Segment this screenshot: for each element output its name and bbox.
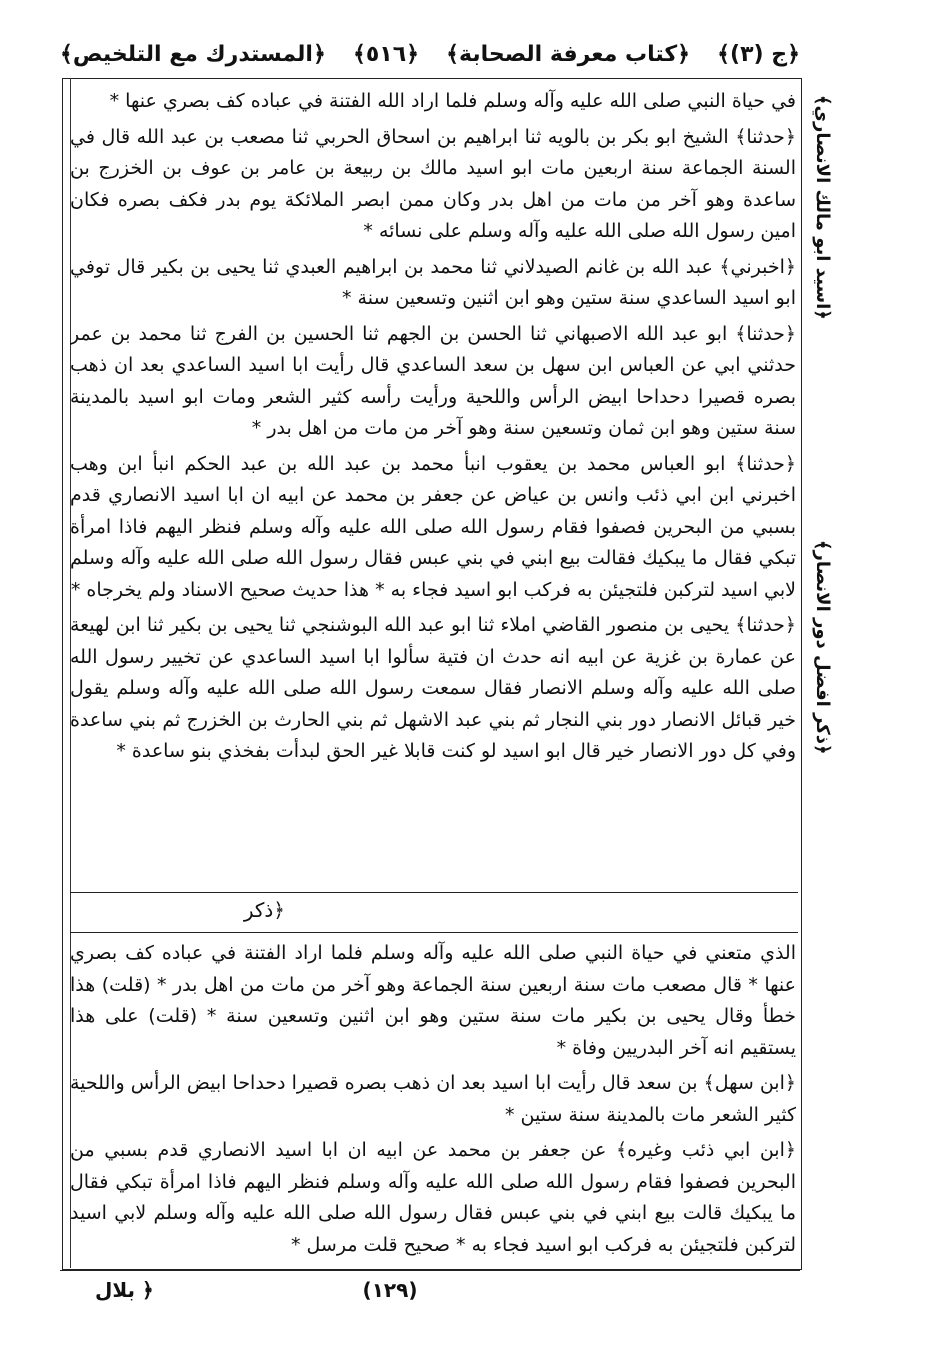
page-header	[60, 28, 800, 80]
paragraph: ﴿حدثنا﴾ ابو العباس محمد بن يعقوب انبأ محمد بن عبد الله بن عبد الحكم انبأ ابن وهب اخبرني ابن ابي ذئب وانس بن عياض عن جعفر بن محمد عن ابيه ان ابا اسيد الانصاري قدم بسبي من البحرين فصفوا فقام رسول الله صلى الله عليه وآله وسلم فنظر اليهم فاذا امرأة تبكي فقال ما يبكيك فقالت بيع ابني في بني عبس فقال رسول الله صلى الله عليه وآله وسلم لابي اسيد لتركبن فلتجيئن به فركب ابو اسيد فجاء به * هذا حديث صحيح الاسناد ولم يخرجاه *	[70, 452, 796, 601]
margin-note-1: ﴿اسيد ابو مالك الانصاري﴾	[812, 95, 833, 320]
summary-title: ﴿ذكر	[243, 898, 285, 922]
main-text	[70, 86, 796, 878]
paragraph: ﴿حدثنا﴾ الشيخ ابو بكر بن بالويه ثنا ابراهيم بن اسحاق الحربي ثنا مصعب بن عبد الله قال في السنة الجماعة سنة اربعين مات ابو اسيد مالك بن ربيعة بن عامر بن عوف بن الخزرج بن ساعدة وهو آخر من مات من اهل بدر وكان ممن ابصر الملائكة يوم بدر فكف بصره فكان امين رسول الله صلى الله عليه وآله وسلم على نسائه *	[70, 125, 796, 242]
summary-paragraph: ﴿ابن سهل﴾ بن سعد قال رأيت ابا اسيد بعد ان ذهب بصره قصيرا دحداحا ابيض الرأس واللحية كثير الشعر مات بالمدينة سنة ستين *	[70, 1072, 796, 1126]
summary-paragraph: ﴿ابن ابي ذئب وغيره﴾ عن جعفر بن محمد عن ابيه ان ابا اسيد الانصاري قدم بسبي من البحرين فصفوا فقام رسول الله صلى الله عليه وآله وسلم فنظر اليهم فاذا امرأة تبكي فقال ما يبكيك قالت بيع ابني في بني عبس فقال رسول الله صلى الله عليه وآله وسلم لابي اسيد لتركبن فلتجيئن به فركب ابو اسيد فجاء به * صحيح قلت مرسل *	[70, 1139, 796, 1256]
volume-number: ﴿ج (٣)﴾	[717, 41, 800, 67]
paragraph: ﴿اخبرني﴾ عبد الله بن غانم الصيدلاني ثنا محمد بن ابراهيم العبدي ثنا يحيى بن بكير قال توفي ابو اسيد الساعدي سنة ستين وهو ابن اثنين وتسعين سنة *	[70, 255, 796, 309]
catchword: ﴿ بلال	[95, 1278, 154, 1302]
margin-note-2: ﴿ذكر افضل دور الانصار﴾	[812, 540, 833, 755]
page-number-bottom: (١٢٩)	[362, 1278, 418, 1302]
page-number-top: ﴿٥١٦﴾	[352, 41, 420, 67]
paragraph: في حياة النبي صلى الله عليه وآله وسلم فلما اراد الله الفتنة في عباده كف بصري عنها *	[109, 90, 796, 112]
summary-text	[70, 938, 796, 1266]
chapter-title: ﴿كتاب معرفة الصحابة﴾	[446, 41, 691, 67]
paragraph: ﴿حدثنا﴾ يحيى بن منصور القاضي املاء ثنا ابو عبد الله البوشنجي ثنا يحيى بن بكير ثنا ابن لهيعة عن عمارة بن غزية عن ابيه انه حدث ان فتية سألوا ابا اسيد الساعدي عن تخيير رسول الله صلى الله عليه وآله وسلم الانصار فقال سمعت رسول الله صلى الله عليه وآله وسلم يقول خير قبائل الانصار دور بني النجار ثم بني عبد الاشهل ثم بني الحارث بن الخزرج ثم بني ساعدة وفي كل دور الانصار خير قال ابو اسيد لو كنت قابلا غير الحق لبدأت بفخذي بنو ساعدة *	[70, 614, 796, 762]
book-title: ﴿المستدرك مع التلخيص﴾	[60, 41, 326, 67]
summary-paragraph: الذي متعني في حياة النبي صلى الله عليه وآله وسلم فلما اراد الفتنة في عباده كف بصري عنها * قال مصعب مات سنة اربعين سنة الجماعة وهو آخر من مات من اهل بدر * (قلت) هذا خطأ وقال يحيى بن بكير مات سنة ستين وهو ابن اثنين وتسعين سنة * (قلت) على هذا يستقيم انه آخر البدريين وفاة *	[70, 942, 796, 1059]
summary-divider	[70, 932, 798, 933]
paragraph: ﴿حدثنا﴾ ابو عبد الله الاصبهاني ثنا الحسن بن الجهم ثنا الحسين بن الفرج ثنا محمد بن عمر حدثني ابي عن العباس ابن سهل بن سعد الساعدي قال رأيت ابا اسيد الساعدي بعد ان ذهب بصره قصيرا دحداحا ابيض الرأس واللحية ورأيت رأسه كثير الشعر ومات ابو اسيد بالمدينة سنة ستين وهو ابن ثمان وتسعين سنة وهو آخر من مات من اهل بدر *	[70, 322, 796, 439]
section-divider	[70, 892, 798, 893]
